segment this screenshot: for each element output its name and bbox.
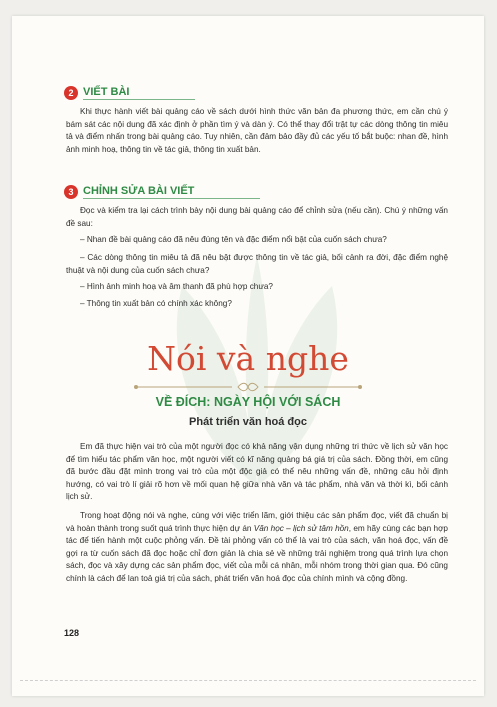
speaking-paragraph-2 xyxy=(66,510,448,586)
speaking-paragraph-1: Em đã thực hiện vai trò của một người đọc có khả năng vận dụng những tri thức về lịch sử văn học để tìm hiểu tác phẩm văn học, một người viết có kĩ năng quảng bá giá trị của sách. Đồng thời, em cũng đã bước đầu đặt mình trong vai trò của một độc giả có thể nêu những vấn đề, những câu hỏi định hướng, có vai trò lí giải rõ hơn về mối quan hệ giữa nhà văn và tác phẩm, nhà văn và thời kì, bối cảnh lịch sử. xyxy=(66,442,448,502)
section-3-bullet-1: – Nhan đề bài quảng cáo đã nêu đúng tên và đặc điểm nổi bật của cuốn sách chưa? xyxy=(80,235,387,244)
speaking-subheading: Phát triển văn hoá đọc xyxy=(189,416,307,428)
section-3-bullet-4: – Thông tin xuất bản có chính xác không? xyxy=(80,299,232,308)
section-3-title: CHỈNH SỬA BÀI VIẾT xyxy=(83,185,260,199)
project-title: Văn học – lịch sử tâm hồn xyxy=(253,523,349,533)
speaking-paragraph-2-part-a: Trong hoạt động nói và nghe, cùng với việc triển lãm, giới thiệu các sản phẩm đọc, viết đã chuẩn bị và hoàn thành trong suốt quá trình thực hiện dự án xyxy=(66,511,448,533)
bottom-rule xyxy=(20,680,476,681)
section-3-intro: Đọc và kiểm tra lại cách trình bày nội dung bài quảng cáo để chỉnh sửa (nếu cần). Chú ý những vấn đề sau: xyxy=(66,206,448,228)
section-3-heading xyxy=(64,183,260,201)
section-3-bullet-3: – Hình ảnh minh hoạ và âm thanh đã phù hợp chưa? xyxy=(80,282,273,291)
speaking-paragraph-2-part-b: , em hãy cùng các bạn hợp tác để tiến hành một cuộc phỏng vấn. Đề tài phỏng vấn có thể là vai trò của sách, văn hoá đọc, vấn đề gợi ra từ cuốn sách đã đọc hoặc chỉ đơn giản là chia sẻ về những trải nghiệm trong quá trình lựa chọn sách, đọc và xây dựng các sản phẩm đọc, viết của mỗi cá nhân, mỗi nhóm trong thời gian qua. Đó cũng chính là cách để lan toả giá trị của sách, phát triển văn hoá đọc của chính mình và cộng đồng. xyxy=(66,523,448,583)
section-3-bullet-2: – Các dòng thông tin miêu tả đã nêu bật được thông tin về tác giả, bối cảnh ra đời, đặc điểm nghệ thuật và nội dung của cuốn sách chưa? xyxy=(66,253,448,275)
page-number: 128 xyxy=(64,628,80,638)
noi-va-nghe-title: Nói và nghe xyxy=(147,339,349,378)
book-page xyxy=(12,16,484,696)
section-2-heading xyxy=(64,84,195,102)
ornament-divider-icon xyxy=(132,382,364,392)
section-2-paragraph: Khi thực hành viết bài quảng cáo về sách dưới hình thức văn bản đa phương thức, em cần chú ý bám sát các nội dung đã xác định ở phần tìm ý và dàn ý. Có thể thay đổi trật tự các dòng thông tin miêu tả và điểm nhấn trong bài quảng cáo. Tuy nhiên, cần đảm bảo đầy đủ các yếu tố bắt buộc: nhan đề, hình ảnh minh hoạ, thông tin về tác giả, thông tin xuất bản. xyxy=(66,107,448,154)
speaking-heading: VỀ ĐÍCH: NGÀY HỘI VỚI SÁCH xyxy=(155,395,341,409)
section-2-title: VIẾT BÀI xyxy=(83,86,195,100)
section-2-number: 2 xyxy=(64,86,78,100)
section-3-number: 3 xyxy=(64,185,78,199)
